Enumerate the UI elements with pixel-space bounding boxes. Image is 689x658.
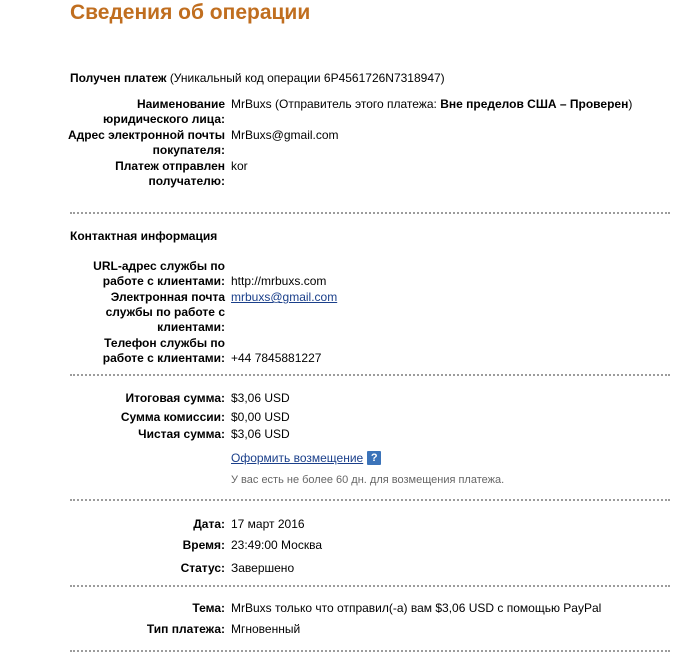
date-value: 17 март 2016 bbox=[231, 517, 305, 531]
time-label: Время: bbox=[182, 538, 225, 552]
legal-name-label: Наименование юридического лица: bbox=[103, 97, 225, 126]
support-email-label: Электронная почта службы по работе с клиентами: bbox=[105, 290, 225, 334]
verified-status: Вне пределов США – Проверен bbox=[440, 97, 629, 111]
refund-note: У вас есть не более 60 дн. для возмещения платежа. bbox=[231, 474, 505, 486]
support-phone-label: Телефон службы по работе с клиентами: bbox=[102, 336, 225, 365]
total-amount-label: Итоговая сумма: bbox=[125, 391, 225, 405]
fee-amount-label: Сумма комиссии: bbox=[120, 410, 225, 424]
buyer-email-label: Адрес электронной почты покупателя: bbox=[67, 128, 225, 157]
issue-refund-link[interactable]: Оформить возмещение bbox=[231, 451, 364, 465]
contact-info-title: Контактная информация bbox=[70, 229, 218, 243]
support-phone-value: +44 7845881227 bbox=[231, 351, 322, 365]
status-label: Статус: bbox=[180, 561, 225, 575]
divider bbox=[70, 212, 670, 214]
payment-type-value: Мгновенный bbox=[231, 622, 301, 636]
payment-received-header bbox=[70, 71, 445, 86]
payment-received-label: Получен платеж bbox=[70, 71, 167, 85]
subject-label: Тема: bbox=[192, 601, 225, 615]
recipient-value: kor bbox=[231, 159, 248, 173]
transaction-id: (Уникальный код операции 6P4561726N7318947) bbox=[169, 71, 445, 85]
date-label: Дата: bbox=[193, 517, 225, 531]
divider bbox=[70, 499, 670, 501]
legal-name-value bbox=[231, 97, 632, 112]
status-value: Завершено bbox=[231, 561, 295, 575]
net-amount-value: $3,06 USD bbox=[231, 427, 290, 441]
total-amount-value: $3,06 USD bbox=[231, 391, 290, 405]
subject-value: MrBuxs только что отправил(-а) вам $3,06 USD с помощью PayPal bbox=[231, 601, 602, 615]
support-url-value: http://mrbuxs.com bbox=[231, 274, 327, 288]
payment-type-label: Тип платежа: bbox=[146, 622, 225, 636]
net-amount-label: Чистая сумма: bbox=[138, 427, 225, 441]
page-title: Сведения об операции bbox=[70, 1, 311, 24]
legal-name-text: MrBuxs (Отправитель этого платежа: bbox=[231, 97, 441, 111]
divider bbox=[70, 650, 670, 652]
help-icon[interactable]: ? bbox=[367, 451, 381, 465]
support-email-link[interactable]: mrbuxs@gmail.com bbox=[231, 290, 338, 304]
time-value: 23:49:00 Москва bbox=[231, 538, 323, 552]
fee-amount-value: $0,00 USD bbox=[231, 410, 290, 424]
divider bbox=[70, 374, 670, 376]
divider bbox=[70, 585, 670, 587]
recipient-label: Платеж отправлен получателю: bbox=[115, 159, 225, 188]
contact-info-header bbox=[70, 229, 217, 244]
buyer-email-value: MrBuxs@gmail.com bbox=[231, 128, 339, 142]
support-url-label: URL-адрес службы по работе с клиентами: bbox=[93, 259, 225, 288]
refund-row bbox=[231, 451, 381, 466]
legal-name-suffix: ) bbox=[628, 97, 633, 111]
